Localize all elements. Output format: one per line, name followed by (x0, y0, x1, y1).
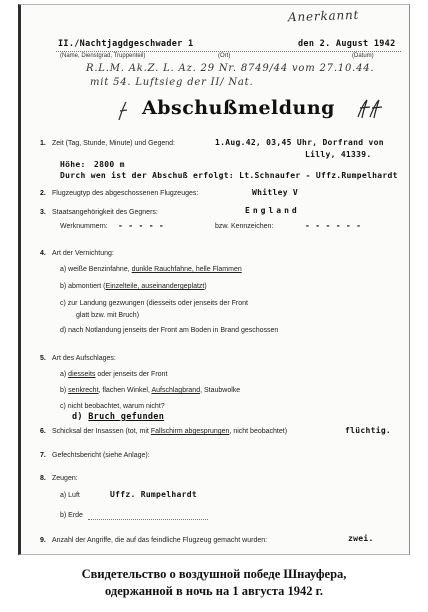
signature-mark (352, 97, 386, 121)
destruction-a-text: a) weiße Benzinfahne, (60, 266, 132, 273)
section-4-label: Art der Vernichtung: (52, 250, 114, 257)
impact-b-marked-2: Aufschlagbrand (151, 387, 201, 394)
victor-label: Durch wen ist der Abschuß erfolgt: (60, 171, 234, 180)
crew-fate-text: Schicksal der Insassen (tot, mit (52, 428, 151, 435)
impact-option-a (60, 371, 167, 378)
impact-b-marked-1: senkrecht (68, 387, 99, 394)
section-6-number: 6. (40, 428, 46, 435)
impact-option-b (60, 387, 240, 394)
place-caption: (Ort) (218, 53, 231, 59)
impact-typed-letter: d) (72, 412, 83, 422)
section-1-label: Zeit (Tag, Stunde, Minute) und Gegend: (52, 140, 175, 147)
section-9-label: Anzahl der Angriffe, die auf das feindliche Flugzeug gemacht wurden: (52, 537, 268, 544)
destruction-option-a (60, 266, 242, 273)
crew-fate-marked: Fallschirm abgesprungen (150, 428, 230, 435)
section-3-label: Staatsangehörigkeit des Gegners: (52, 209, 158, 216)
marking-label: bzw. Kennzeichen: (215, 223, 274, 230)
section-9-number: 9. (40, 537, 46, 544)
destruction-b-marked: Einzelteile, auseinandergeplatzt (105, 283, 205, 290)
impact-typed-entry (72, 412, 164, 422)
aircraft-type: Whitley V (252, 188, 299, 197)
destruction-option-c: c) zur Landung gezwungen (diesseits oder jenseits der Front (60, 300, 248, 307)
serial-value: - - - - - (118, 221, 165, 230)
serial-label: Werknummern: (60, 223, 108, 230)
victor-line (60, 171, 398, 180)
section-4-number: 4. (40, 250, 46, 257)
destruction-b-text: b) abmontiert ( (60, 283, 106, 290)
altitude-value: 2800 m (94, 160, 125, 169)
witness-air-label: a) Luft (60, 492, 80, 499)
handwritten-mark (116, 100, 130, 122)
unit-name: II./Nachtjagdgeschwader 1 (58, 39, 194, 49)
altitude-label: Höhe: (60, 160, 86, 169)
enemy-nationality: England (245, 206, 300, 215)
destruction-option-c-cont: glatt bzw. mit Bruch) (76, 312, 140, 319)
impact-typed-value: Bruch gefunden (88, 412, 165, 422)
attack-count-value: zwei. (348, 534, 374, 543)
destruction-a-marked: dunkle Rauchfahne, helle Flammen (131, 266, 242, 273)
section-7-number: 7. (40, 452, 46, 459)
document-title: Abschußmeldung (142, 97, 335, 119)
approval-handwriting: Anerkannt (287, 7, 360, 25)
reference-handwriting: R.L.M. Ak.Z. L. Az. 29 Nr. 8749/44 vom 27.10.44. (86, 63, 375, 74)
section-1-time-place: 1.Aug.42, 03,45 Uhr, Dorfrand von (215, 138, 384, 147)
witness-ground-fill-line (88, 519, 208, 520)
section-7-label: Gefechtsbericht (siehe Anlage): (52, 452, 150, 459)
header-fill-line (56, 51, 401, 52)
destruction-option-b (60, 283, 207, 290)
caption-line-1: Свидетельство о воздушной победе Шнауфера, (81, 567, 347, 581)
section-6-label (52, 428, 287, 435)
impact-b-letter: b) (60, 387, 69, 394)
impact-option-c: c) nicht beobachtet, warum nicht? (60, 403, 165, 410)
section-5-number: 5. (40, 355, 46, 362)
section-8-label: Zeugen: (52, 475, 78, 482)
victor-value: Lt.Schnaufer - Uffz.Rumpelhardt (239, 171, 398, 180)
section-5-label: Art des Aufschlages: (52, 355, 116, 362)
section-8-number: 8. (40, 475, 46, 482)
section-3-number: 3. (40, 209, 46, 216)
witness-air-value: Uffz. Rumpelhardt (110, 490, 197, 499)
impact-a-letter: a) (60, 371, 69, 378)
crew-fate-value: flüchtig. (345, 426, 392, 435)
destruction-option-d: d) nach Notlandung jenseits der Front am Boden in Brand geschossen (60, 327, 279, 334)
section-2-label: Flugzeugtyp des abgeschossenen Flugzeuges: (52, 190, 199, 197)
section-1-location: Lilly, 41339. (305, 150, 372, 159)
crew-fate-end: , nicht beobachtet) (229, 428, 288, 435)
section-2-number: 2. (40, 190, 46, 197)
impact-b-text: , flachen Winkel, (98, 387, 152, 394)
impact-a-marked: diesseits (68, 371, 96, 378)
impact-b-end: , Staubwolke (200, 387, 241, 394)
impact-a-text: oder jenseits der Front (95, 371, 168, 378)
destruction-b-close: ) (204, 283, 207, 290)
date-caption: (Datum) (352, 53, 374, 59)
section-1-number: 1. (40, 140, 46, 147)
report-date: den 2. August 1942 (298, 39, 396, 49)
witness-ground-label: b) Erde (60, 512, 83, 519)
victory-note-handwriting: mit 54. Luftsieg der II/ Nat. (90, 77, 254, 88)
unit-caption: (Name, Dienstgrad, Truppenteil) (60, 53, 146, 59)
marking-value: - - - - - - (305, 221, 362, 230)
caption-line-2: одержанной в ночь на 1 августа 1942 г. (104, 584, 324, 598)
